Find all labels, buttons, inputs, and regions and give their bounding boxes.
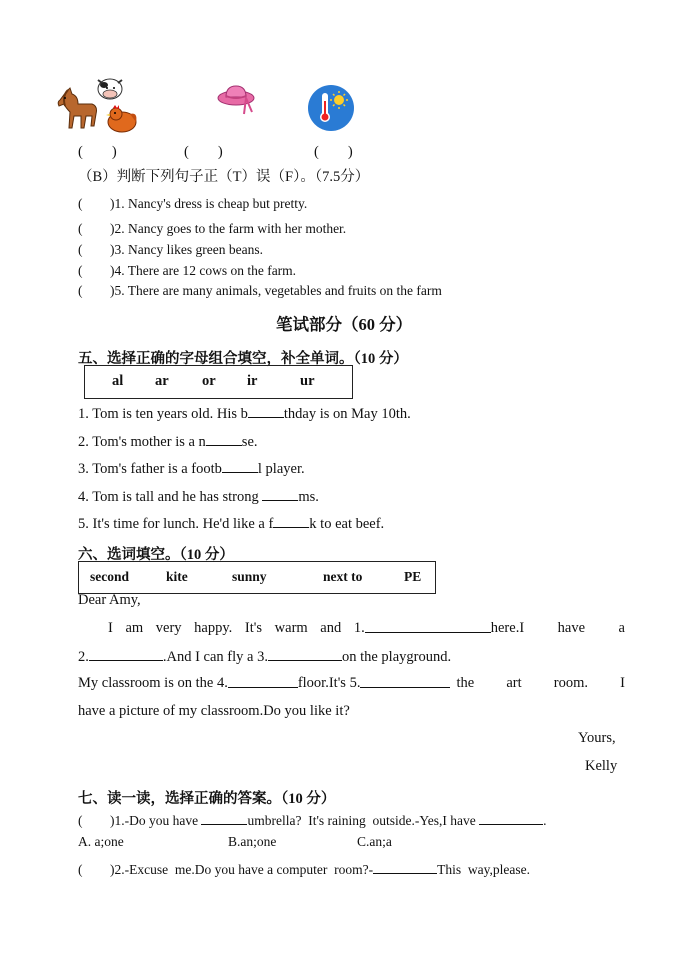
answer-blank[interactable]: [273, 515, 309, 528]
question-7-1: ( )1.-Do you have umbrella? It's raining outside.-Yes,I have .: [78, 813, 547, 828]
picture-answer-paren-1[interactable]: ( ): [78, 144, 117, 160]
option-second: second: [90, 569, 130, 584]
item-text: )2. Nancy goes to the farm with her mother.: [110, 221, 347, 236]
hat-icon: [216, 82, 258, 116]
answer-blank[interactable]: [373, 861, 437, 874]
picture-answer-paren-3[interactable]: ( ): [314, 144, 353, 160]
item-paren[interactable]: (: [78, 196, 83, 211]
question-5-4: 4. Tom is tall and he has strong ms.: [78, 489, 319, 505]
option-sunny: sunny: [232, 569, 267, 584]
letter-closing: Yours,: [578, 730, 616, 746]
answer-blank[interactable]: [201, 812, 247, 825]
item-text: )4. There are 12 cows on the farm.: [110, 263, 297, 278]
item-paren[interactable]: (: [78, 263, 83, 278]
option-or: or: [202, 373, 216, 389]
section-b-item[interactable]: [78, 263, 296, 279]
letter-line-3: My classroom is on the 4. floor.It's 5. the art room. I: [78, 675, 625, 691]
option-ur: ur: [300, 373, 315, 389]
item-text: )5. There are many animals, vegetables and fruits on the farm: [110, 283, 442, 298]
answer-blank-5[interactable]: [360, 675, 450, 688]
letter-signature-name: Kelly: [585, 758, 618, 774]
section-7-title: 七、读一读，选择正确的答案。（10 分）: [78, 791, 336, 807]
section-b-item[interactable]: [78, 283, 442, 299]
item-paren[interactable]: (: [78, 283, 83, 298]
answer-blank-2[interactable]: [89, 648, 163, 661]
picture-answer-paren-2[interactable]: ( ): [184, 144, 223, 160]
question-5-1: 1. Tom is ten years old. His b thday is on May 10th.: [78, 406, 411, 422]
option-ir: ir: [247, 373, 258, 389]
question-7-2: ( )2.-Excuse me.Do you have a computer room?- This way,please.: [78, 862, 531, 877]
section-6-title: 六、选词填空。（10 分）: [78, 547, 234, 563]
section-b-item[interactable]: [78, 221, 346, 237]
written-part-title: 笔试部分（60 分）: [275, 315, 413, 334]
option-a[interactable]: A. a;one: [78, 834, 124, 849]
letter-line-1: I am very happy. It's warm and 1. here.I have a: [108, 620, 625, 636]
answer-blank[interactable]: [248, 405, 284, 418]
answer-paren[interactable]: (: [78, 813, 83, 828]
answer-blank[interactable]: [222, 460, 258, 473]
hen-icon: [104, 104, 140, 134]
answer-blank[interactable]: [206, 433, 242, 446]
answer-blank-1[interactable]: [365, 620, 491, 633]
option-al: al: [112, 373, 124, 389]
option-next-to: next to: [323, 569, 363, 584]
question-5-5: 5. It's time for lunch. He'd like a f k to eat beef.: [78, 516, 385, 532]
section-b-item[interactable]: [78, 196, 307, 212]
answer-blank[interactable]: [479, 812, 543, 825]
item-paren[interactable]: (: [78, 242, 83, 257]
item-text: )1. Nancy's dress is cheap but pretty.: [110, 196, 308, 211]
option-b[interactable]: B.an;one: [228, 834, 277, 849]
answer-blank[interactable]: [262, 488, 298, 501]
item-text: )3. Nancy likes green beans.: [110, 242, 263, 257]
letter-greeting: Dear Amy,: [78, 592, 141, 608]
option-pe: PE: [404, 569, 422, 584]
letter-line-2: 2. .And I can fly a 3. on the playground.: [78, 649, 452, 665]
section-5-title: 五、选择正确的字母组合填空，补全单词。（10 分）: [78, 351, 408, 367]
question-5-2: 2. Tom's mother is a n se.: [78, 434, 258, 450]
answer-blank-3[interactable]: [268, 648, 342, 661]
answer-paren[interactable]: (: [78, 862, 83, 877]
thermometer-sun-icon: [306, 84, 356, 132]
option-c[interactable]: C.an;a: [357, 834, 392, 849]
cow-icon: [94, 76, 126, 102]
option-ar: ar: [155, 373, 169, 389]
question-5-3: 3. Tom's father is a footb l player.: [78, 461, 305, 477]
section-b-item[interactable]: [78, 242, 263, 258]
section-b-title: （B）判断下列句子正（T）误（F）。（7.5分）: [78, 169, 370, 185]
answer-blank-4[interactable]: [228, 675, 298, 688]
item-paren[interactable]: (: [78, 221, 83, 236]
option-kite: kite: [166, 569, 188, 584]
letter-line-4: have a picture of my classroom.Do you like it?: [78, 703, 350, 719]
